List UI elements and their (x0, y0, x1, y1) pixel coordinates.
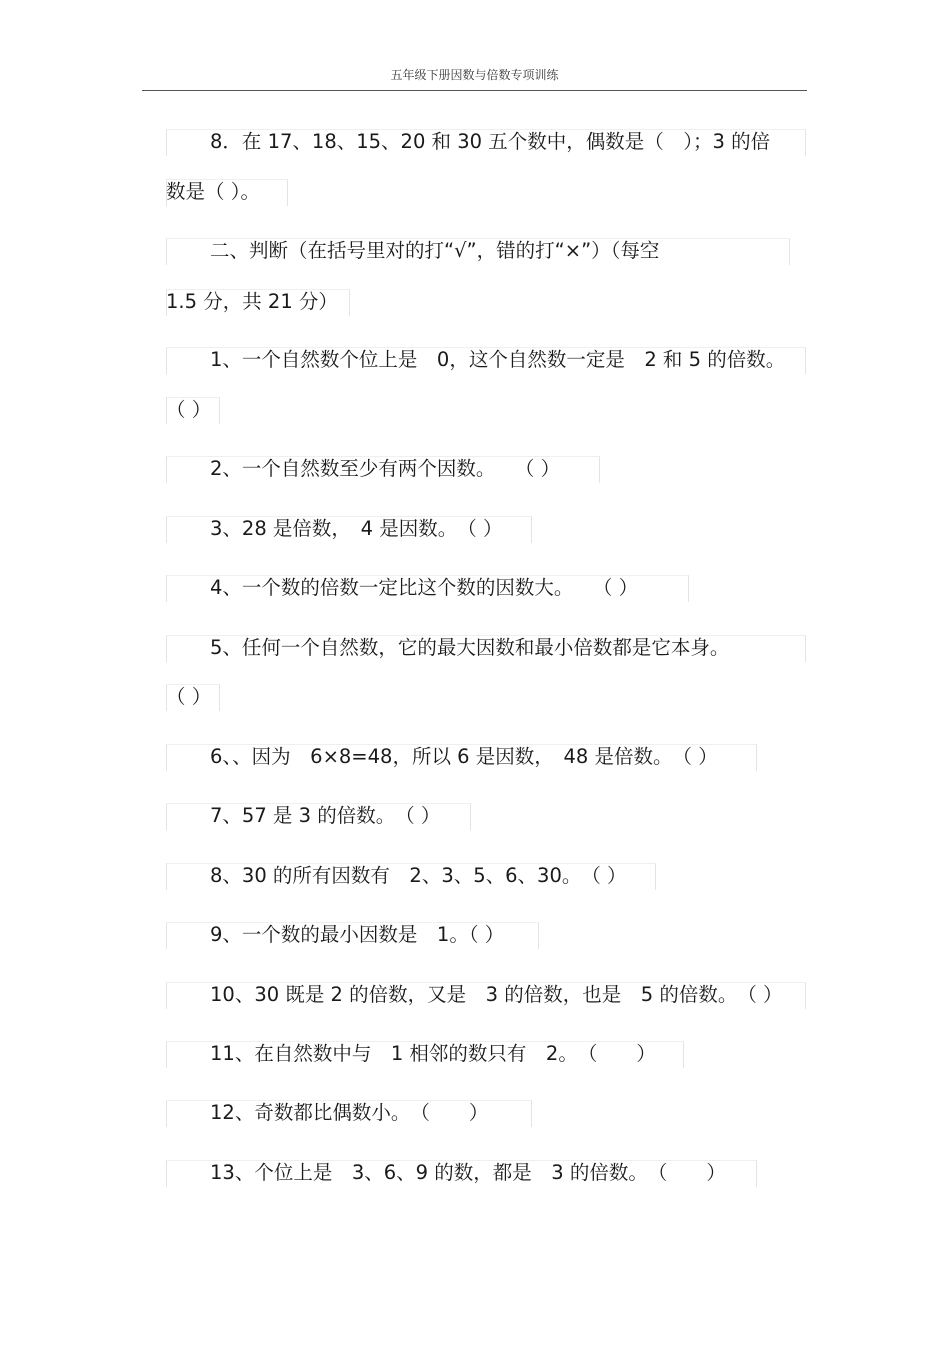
section-2-heading: 二、判断（在括号里对的打“√”，错的打“×”）（每空 (210, 239, 660, 262)
header-divider (142, 90, 807, 91)
judge-item-5-brackets: （ ） (166, 685, 212, 708)
judge-item-12: 12、奇数都比偶数小。 （ ） (210, 1101, 489, 1124)
judge-item-10: 10、30 既是 2 的倍数，又是 3 的倍数，也是 5 的倍数。 （ ） (210, 983, 783, 1006)
judge-item-11: 11、在自然数中与 1 相邻的数只有 2。 （ ） (210, 1042, 656, 1065)
question-8-fill-line-1: 8．在 17、18、15、20 和 30 五个数中，偶数是（ ）；3 的倍 (210, 130, 771, 153)
judge-item-1-brackets: （ ） (166, 398, 212, 421)
judge-item-13: 13、个位上是 3、6、9 的数，都是 3 的倍数。 （ ） (210, 1161, 726, 1184)
judge-item-6: 6、、因为 6×8=48，所以 6 是因数， 48 是倍数。 （ ） (210, 745, 718, 768)
section-2-heading-cont: 1.5 分，共 21 分） (166, 290, 338, 313)
judge-item-3: 3、28 是倍数， 4 是因数。 （ ） (210, 517, 503, 540)
judge-item-2: 2、一个自然数至少有两个因数。 （ ） (210, 457, 561, 480)
page-header: 五年级下册因数与倍数专项训练 (390, 68, 559, 82)
judge-item-9: 9、一个数的最小因数是 1。（ ） (210, 923, 505, 946)
judge-item-7: 7、57 是 3 的倍数。 （ ） (210, 804, 441, 827)
question-8-fill-line-2: 数是（ ）。 (166, 180, 260, 203)
judge-item-4: 4、一个数的倍数一定比这个数的因数大。 （ ） (210, 576, 639, 599)
judge-item-8: 8、30 的所有因数有 2、3、5、6、30。 （ ） (210, 864, 627, 887)
judge-item-5: 5、任何一个自然数，它的最大因数和最小倍数都是它本身。 (210, 636, 730, 659)
judge-item-1: 1、一个自然数个位上是 0，这个自然数一定是 2 和 5 的倍数。 (210, 348, 786, 371)
